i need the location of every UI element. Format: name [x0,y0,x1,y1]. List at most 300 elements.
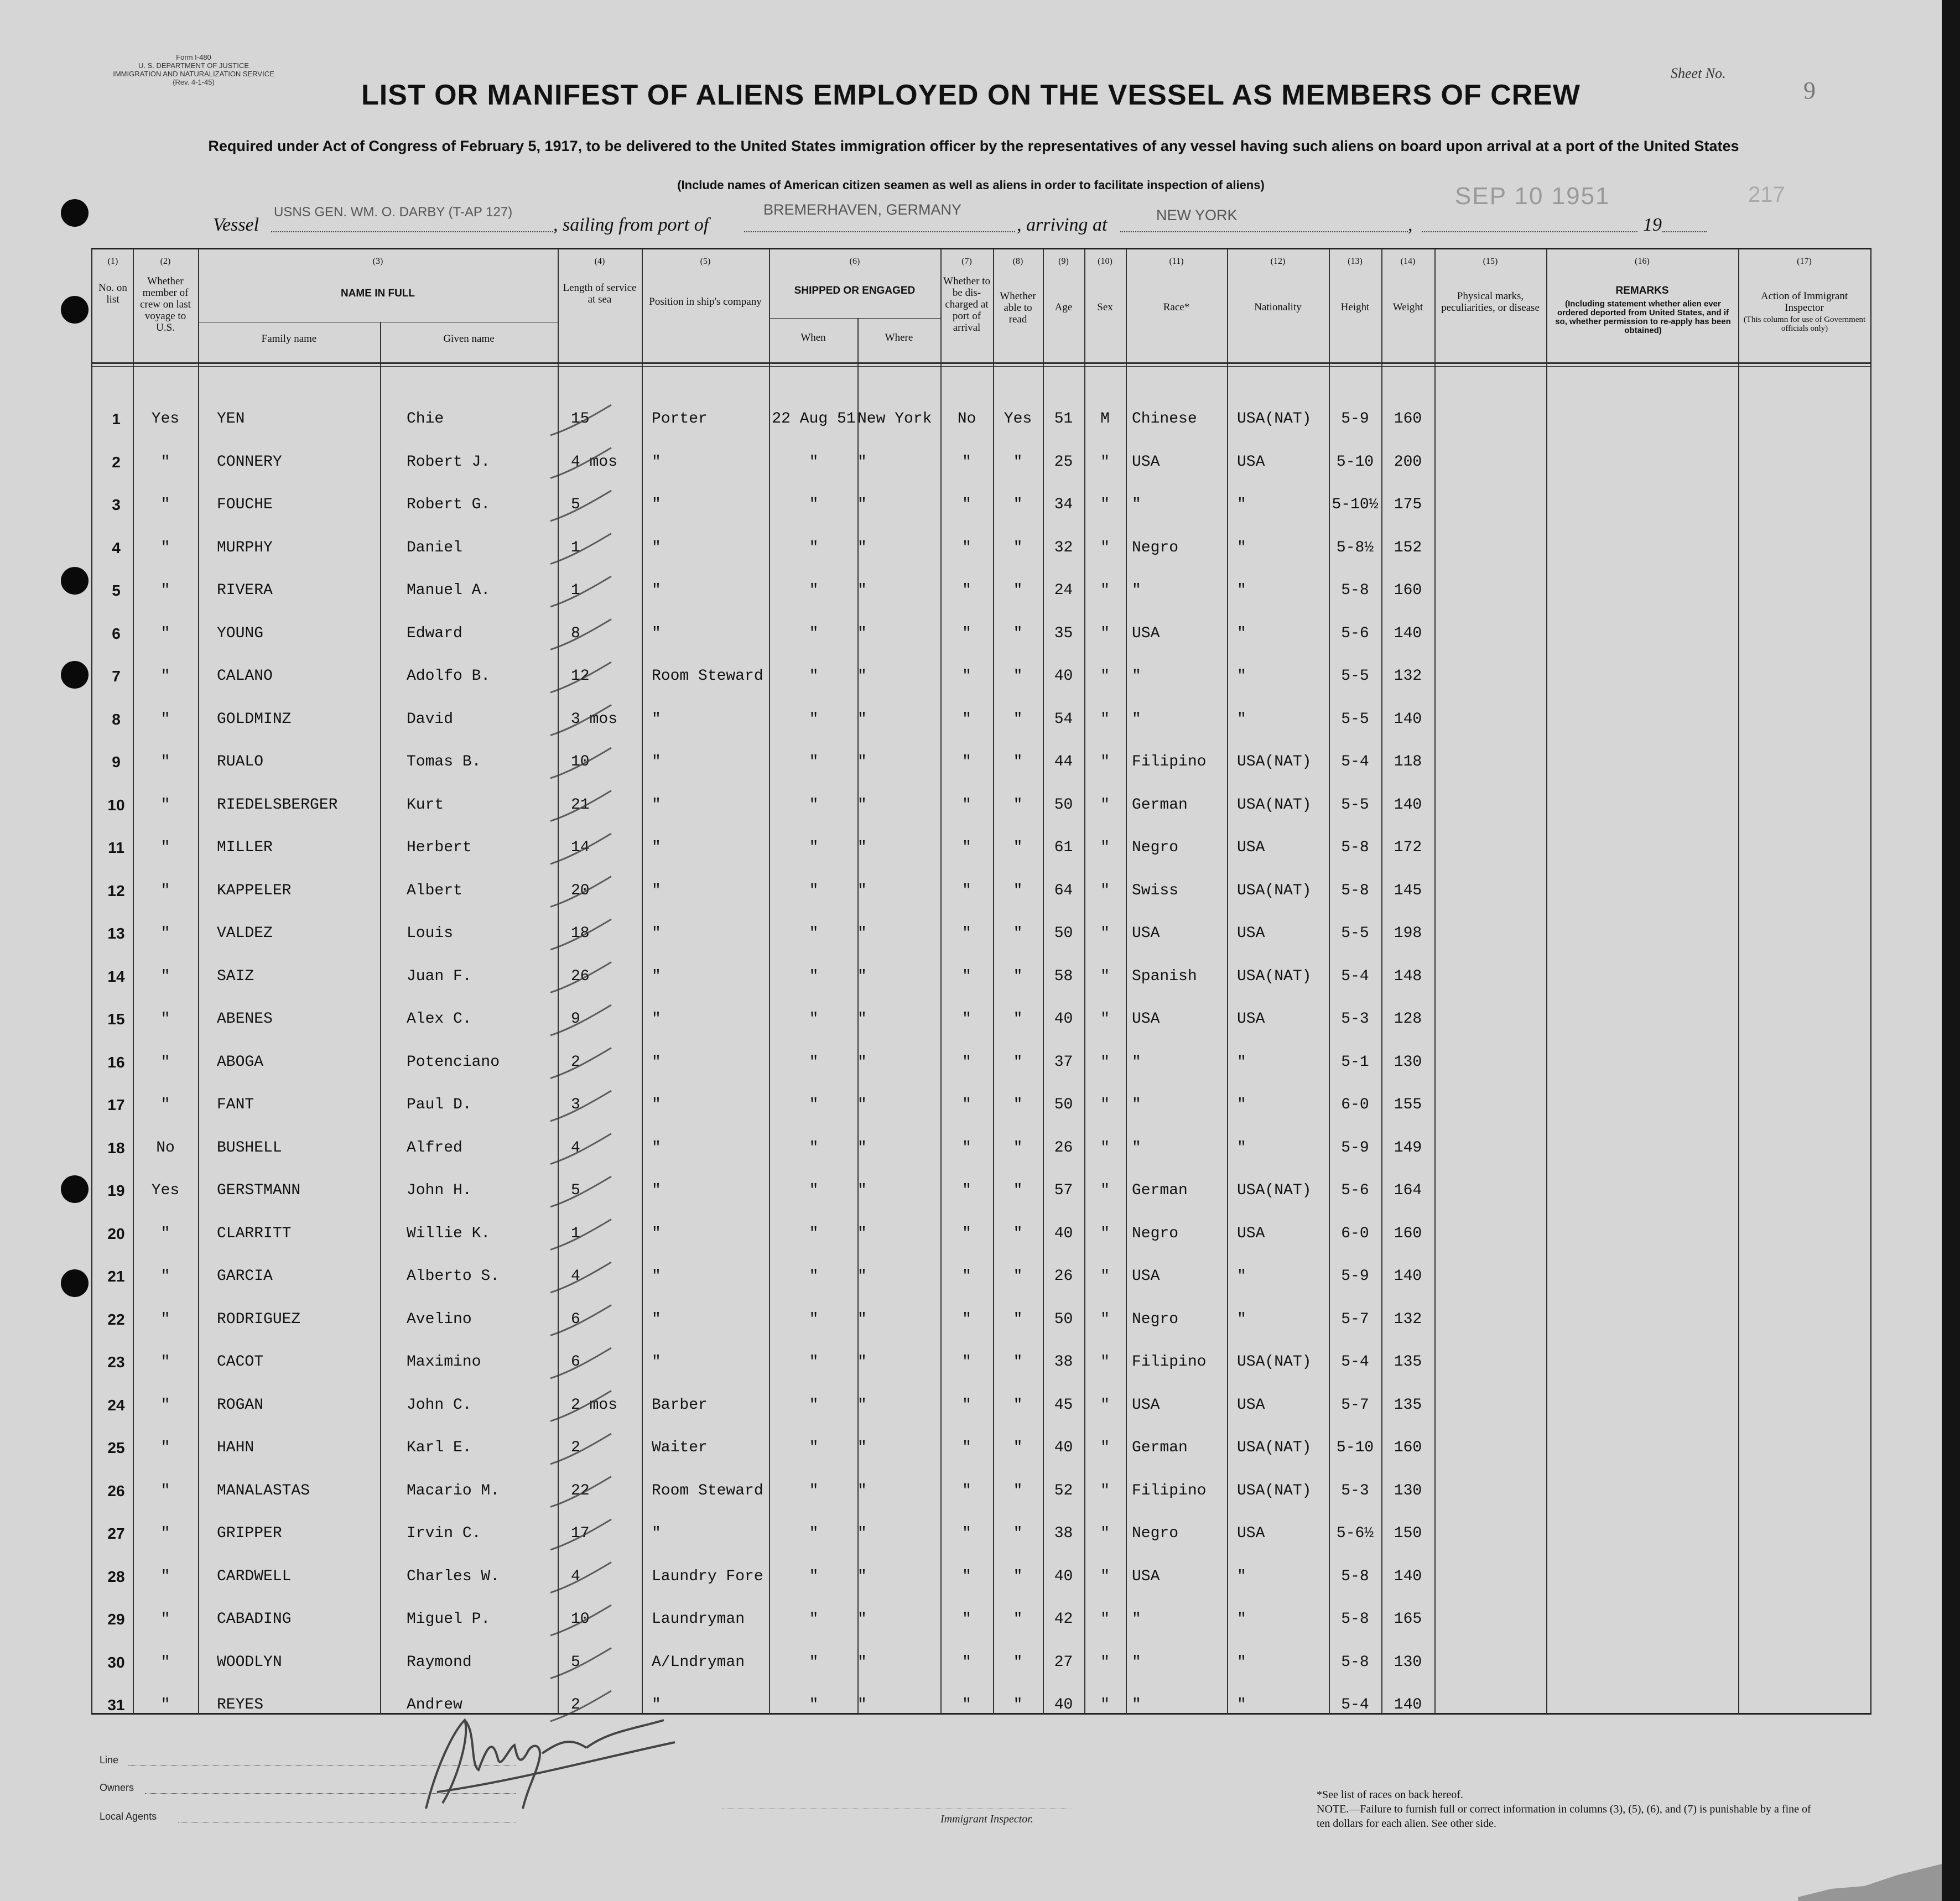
row-number: 19 [107,1182,125,1199]
cell-service: 1 [571,1225,580,1242]
subheader-family: Family name [261,333,317,345]
cell-where: " [857,1439,867,1456]
cell-where: " [857,496,867,513]
cell-position: Barber [652,1396,708,1414]
cell-service: 5 [571,496,580,513]
col-divider [133,249,134,1713]
cell-when: 22 Aug 51 [772,410,856,428]
cell-height: 5-1 [1341,1053,1369,1071]
check-stroke [550,877,611,907]
cell-disch: No [957,410,976,428]
cell-read: " [1013,925,1023,942]
cell-sex: " [1100,1139,1110,1157]
cell-height: 5-4 [1341,753,1369,770]
cell-weight: 132 [1394,668,1422,685]
cell-age: 38 [1054,1525,1073,1542]
cell-when: " [809,839,819,856]
cell-height: 5-8 [1341,1653,1369,1671]
cell-age: 24 [1054,582,1073,599]
cell-family: CONNERY [217,453,282,471]
cell-when: " [809,582,819,599]
cell-weight: 164 [1394,1182,1422,1199]
cell-race: USA [1132,1567,1160,1585]
stamp-number: 217 [1748,183,1785,207]
col-divider [1227,249,1228,1713]
cell-where: " [857,1653,867,1671]
row-number: 13 [107,925,125,942]
cell-disch: " [962,796,971,814]
cell-disch: " [962,1053,971,1071]
cell-sex: " [1100,1525,1110,1542]
cell-sex: " [1100,496,1110,513]
cell-nat: USA(NAT) [1237,1353,1312,1371]
cell-read: " [1013,1053,1023,1071]
column-number: (2) [160,257,171,266]
column-label: Whether able to read [1000,290,1036,325]
cell-when: " [809,967,819,985]
cell-when: " [809,1053,819,1071]
cell-nat: " [1237,1139,1246,1157]
cell-given: Tomas B. [407,753,481,770]
cell-position: Room Steward [652,668,763,685]
cell-where: " [857,624,867,642]
column-label: NAME IN FULL [340,288,415,299]
cell-weight: 130 [1394,1482,1422,1499]
check-stroke [550,834,611,864]
cell-service: 3 [571,1096,580,1113]
cell-age: 25 [1054,453,1073,471]
cell-age: 37 [1054,1053,1073,1071]
row-number: 27 [107,1525,125,1542]
cell-position: " [652,710,661,728]
cell-read: " [1013,453,1023,471]
column-number: (15) [1483,257,1498,266]
cell-disch: " [962,1310,971,1328]
column-number: (16) [1635,257,1650,266]
cell-given: Robert J. [407,453,491,471]
cell-nat: " [1237,1310,1246,1328]
cell-where: " [857,1139,867,1157]
cell-read: " [1013,1439,1023,1456]
check-stroke [550,791,611,821]
cell-disch: " [962,582,971,599]
cell-where: " [857,925,867,942]
arrival-port: NEW YORK [1156,207,1238,223]
cell-height: 5-10 [1336,453,1374,471]
cell-race: Negro [1132,839,1179,856]
cell-crew: " [160,539,170,556]
cell-read: " [1013,1182,1023,1199]
cell-race: USA [1132,453,1160,471]
cell-when: " [809,539,819,556]
cell-sex: " [1100,582,1110,599]
sailing-label: , sailing from port of [553,215,709,235]
cell-race: Spanish [1132,967,1197,985]
check-stroke [550,662,611,692]
arriving-label: , arriving at [1017,215,1108,235]
cell-age: 40 [1054,668,1073,685]
year-underline [1662,231,1707,232]
cell-race: Swiss [1132,882,1179,899]
cell-disch: " [962,1525,971,1542]
cell-height: 5-8½ [1336,539,1374,556]
cell-read: " [1013,1011,1023,1028]
cell-position: " [652,1525,661,1542]
cell-family: ABOGA [217,1053,264,1071]
service-checkmarks [545,387,656,1726]
column-number: (6) [849,257,860,266]
cell-given: Macario M. [407,1482,500,1499]
cell-nat: " [1237,539,1246,556]
cell-family: VALDEZ [217,925,273,942]
cell-weight: 175 [1394,496,1422,513]
cell-service: 22 [571,1482,590,1499]
cell-race: Negro [1132,539,1179,556]
cell-when: " [809,1696,819,1713]
cell-disch: " [962,882,971,899]
action-note: (This column for use of Government officials only) [1743,315,1866,333]
cell-weight: 160 [1394,410,1422,428]
cell-sex: " [1100,1353,1110,1371]
check-stroke [550,491,611,521]
cell-read: " [1013,967,1023,985]
cell-family: ABENES [217,1011,273,1028]
arrival-underline [1120,231,1408,232]
cell-where: " [857,1310,867,1328]
cell-where: " [857,539,867,556]
column-number: (13) [1348,257,1363,266]
cell-where: " [857,453,867,471]
cell-where: " [857,1225,867,1242]
cell-race: USA [1132,1396,1160,1414]
cell-weight: 155 [1394,1096,1422,1113]
cell-sex: " [1100,1696,1110,1713]
cell-nat: " [1237,582,1246,599]
cell-height: 5-7 [1341,1396,1369,1414]
cell-when: " [809,753,819,770]
cell-read: " [1013,796,1023,814]
cell-service: 10 [571,753,590,770]
cell-where: " [857,710,867,728]
cell-position: " [652,753,661,770]
cell-service: 4 [571,1139,580,1157]
footer-line-label: Line [100,1754,119,1765]
cell-age: 40 [1054,1567,1073,1585]
cell-sex: " [1100,1011,1110,1028]
cell-family: RODRIGUEZ [217,1310,301,1328]
cell-race: USA [1132,1268,1160,1285]
binder-hole [61,661,89,689]
cell-read: " [1013,1525,1023,1542]
cell-family: KAPPELER [217,882,292,899]
cell-height: 5-5 [1341,796,1369,814]
row-number: 21 [107,1268,125,1285]
cell-family: GOLDMINZ [217,710,292,728]
column-label: Action of Immigrant Inspector [1760,290,1848,314]
cell-service: 2 [571,1439,580,1456]
cell-position: " [652,1310,661,1328]
cell-sex: " [1100,839,1110,856]
cell-where: " [857,1096,867,1113]
row-number: 25 [107,1439,125,1456]
cell-where: " [857,967,867,985]
cell-given: David [407,710,454,728]
vessel-underline [271,231,553,232]
cell-when: " [809,925,819,942]
row-number: 31 [107,1696,125,1713]
row-number: 18 [107,1139,125,1157]
cell-disch: " [962,1439,971,1456]
row-number: 9 [112,753,121,770]
cell-disch: " [962,1139,971,1157]
cell-height: 5-8 [1341,1611,1369,1628]
cell-family: MURPHY [217,539,273,556]
column-number: (8) [1012,257,1023,266]
cell-given: Herbert [407,839,472,856]
cell-when: " [809,1225,819,1242]
cell-nat: " [1237,1268,1246,1285]
col-divider [1434,249,1436,1713]
cell-when: " [809,882,819,899]
cell-weight: 118 [1394,753,1422,770]
cell-disch: " [962,668,971,685]
cell-sex: " [1100,1268,1110,1285]
column-number: (11) [1169,257,1184,266]
column-label: Sex [1097,301,1113,313]
cell-weight: 160 [1394,1225,1422,1242]
row-number: 24 [107,1396,125,1414]
cell-position: Laundry Fore [652,1567,763,1585]
row-number: 22 [107,1310,125,1328]
cell-family: GERSTMANN [217,1182,301,1199]
cell-read: " [1013,539,1023,556]
cell-where: " [857,1268,867,1285]
column-label: Nationality [1254,301,1302,313]
cell-read: " [1013,1225,1023,1242]
cell-service: 15 [571,410,590,428]
form-service: IMMIGRATION AND NATURALIZATION SERVICE [113,70,274,78]
cell-when: " [809,1268,819,1285]
cell-nat: " [1237,710,1246,728]
cell-nat: " [1237,496,1246,513]
cell-given: Manuel A. [407,582,491,599]
cell-height: 5-8 [1341,1567,1369,1585]
cell-nat: USA(NAT) [1237,410,1312,428]
cell-read: " [1013,710,1023,728]
cell-read: " [1013,668,1023,685]
cell-disch: " [962,1567,971,1585]
cell-service: 4 mos [571,453,618,471]
cell-read: " [1013,582,1023,599]
cell-family: RIVERA [217,582,273,599]
column-number: (14) [1400,257,1416,266]
cell-weight: 130 [1394,1053,1422,1071]
cell-given: Paul D. [407,1096,472,1113]
row-number: 28 [107,1567,125,1585]
header-separator-thin [92,366,1870,367]
cell-height: 5-8 [1341,582,1369,599]
cell-disch: " [962,710,971,728]
column-label: Age [1054,301,1073,313]
cell-given: Charles W. [407,1567,500,1585]
document-subtitle: Required under Act of Congress of February 5, 1917, to be delivered to the United States immigration officer by the representatives of any vessel having such aliens on board upon arrival at a port of the United States [208,138,1739,154]
cell-age: 64 [1054,882,1073,899]
cell-when: " [809,453,819,471]
cell-age: 52 [1054,1482,1073,1499]
vessel-name: USNS GEN. WM. O. DARBY (T-AP 127) [274,205,513,220]
column-number: (7) [961,257,972,266]
cell-family: MANALASTAS [217,1482,310,1499]
cell-family: HAHN [217,1439,254,1456]
cell-sex: " [1100,710,1110,728]
cell-height: 5-4 [1341,1696,1369,1713]
check-stroke [550,576,611,607]
cell-age: 57 [1054,1182,1073,1199]
cell-height: 5-4 [1341,1353,1369,1371]
cell-service: 1 [571,539,580,556]
cell-disch: " [962,1353,971,1371]
cell-family: CABADING [217,1611,292,1628]
cell-position: " [652,1696,661,1713]
cell-where: " [857,1525,867,1542]
cell-service: 5 [571,1182,580,1199]
cell-read: " [1013,1396,1023,1414]
cell-nat: USA [1237,925,1265,942]
cell-position: " [652,582,661,599]
cell-race: " [1132,1696,1141,1713]
cell-position: " [652,925,661,942]
cell-where: " [857,796,867,814]
cell-weight: 140 [1394,796,1422,814]
column-label: No. on list [98,282,127,305]
cell-height: 5-6½ [1336,1525,1374,1542]
sheet-number: 9 [1803,77,1816,104]
cell-nat: USA [1237,839,1265,856]
cell-crew: " [160,1310,170,1328]
cell-nat: USA(NAT) [1237,1439,1312,1456]
cell-sex: M [1100,410,1110,428]
check-stroke [550,1391,611,1421]
cell-age: 58 [1054,967,1073,985]
date-underline [1422,231,1637,232]
cell-age: 50 [1054,796,1073,814]
cell-weight: 152 [1394,539,1422,556]
binder-hole [61,296,89,324]
check-stroke [550,1648,611,1679]
cell-race: German [1132,1182,1188,1199]
cell-weight: 135 [1394,1396,1422,1414]
cell-family: FANT [217,1096,254,1113]
cell-sex: " [1100,1653,1110,1671]
column-label: Height [1340,301,1370,313]
cell-disch: " [962,1653,971,1671]
cell-given: Robert G. [407,496,491,513]
cell-nat: " [1237,1567,1246,1585]
cell-when: " [809,796,819,814]
cell-given: Chie [407,410,444,428]
cell-disch: " [962,1011,971,1028]
cell-sex: " [1100,882,1110,899]
check-stroke [550,534,611,564]
row-number: 6 [112,624,121,642]
cell-height: 5-9 [1341,1268,1369,1285]
cell-where: " [857,1611,867,1628]
cell-where: " [857,1053,867,1071]
cell-race: USA [1132,1011,1160,1028]
cell-given: Kurt [407,796,444,814]
column-number: (4) [594,257,605,266]
cell-disch: " [962,453,971,471]
form-revision: (Rev. 4-1-45) [173,78,215,86]
cell-given: Alex C. [407,1011,472,1028]
subheader-given: Given name [443,333,495,345]
cell-age: 40 [1054,1225,1073,1242]
cell-race: Filipino [1132,753,1207,770]
cell-weight: 145 [1394,882,1422,899]
cell-when: " [809,624,819,642]
cell-crew: " [160,1396,170,1414]
cell-sex: " [1100,1396,1110,1414]
cell-given: Edward [407,624,462,642]
cell-given: Daniel [407,539,462,556]
cell-sex: " [1100,624,1110,642]
cell-service: 4 [571,1268,580,1285]
footer-agents-label: Local Agents [100,1811,157,1822]
cell-crew: " [160,1225,170,1242]
cell-race: Filipino [1132,1353,1207,1371]
row-number: 15 [107,1011,125,1028]
cell-given: Potenciano [407,1053,500,1071]
cell-nat: USA [1237,1225,1265,1242]
cell-read: " [1013,839,1023,856]
cell-crew: " [160,710,170,728]
cell-height: 5-10 [1336,1439,1374,1456]
cell-crew: " [160,1053,170,1071]
cell-crew: " [160,1567,170,1585]
sheet-number-label: Sheet No. [1671,65,1726,81]
cell-age: 38 [1054,1353,1073,1371]
cell-service: 21 [571,796,590,814]
cell-crew: " [160,1268,170,1285]
cell-crew: " [160,1696,170,1713]
check-stroke [550,1220,611,1250]
cell-position: " [652,839,661,856]
cell-given: Avelino [407,1310,472,1328]
cell-crew: " [160,1096,170,1113]
cell-height: 5-9 [1341,1139,1369,1157]
cell-where: " [857,582,867,599]
cell-crew: " [160,1482,170,1499]
form-department: U. S. DEPARTMENT OF JUSTICE [138,61,249,70]
cell-age: 34 [1054,496,1073,513]
cell-height: 5-6 [1341,624,1369,642]
col-divider [198,249,199,1713]
cell-crew: " [160,1653,170,1671]
cell-position: A/Lndryman [652,1653,745,1671]
cell-family: CLARRITT [217,1225,292,1242]
row-number: 14 [107,967,125,985]
cell-given: Maximino [407,1353,481,1371]
cell-where: " [857,753,867,770]
cell-position: " [652,1053,661,1071]
cell-disch: " [962,539,971,556]
cell-read: " [1013,1353,1023,1371]
row-number: 12 [107,882,125,899]
cell-nat: " [1237,1653,1246,1671]
check-stroke [550,1262,611,1293]
cell-crew: " [160,753,170,770]
cell-age: 40 [1054,1439,1073,1456]
